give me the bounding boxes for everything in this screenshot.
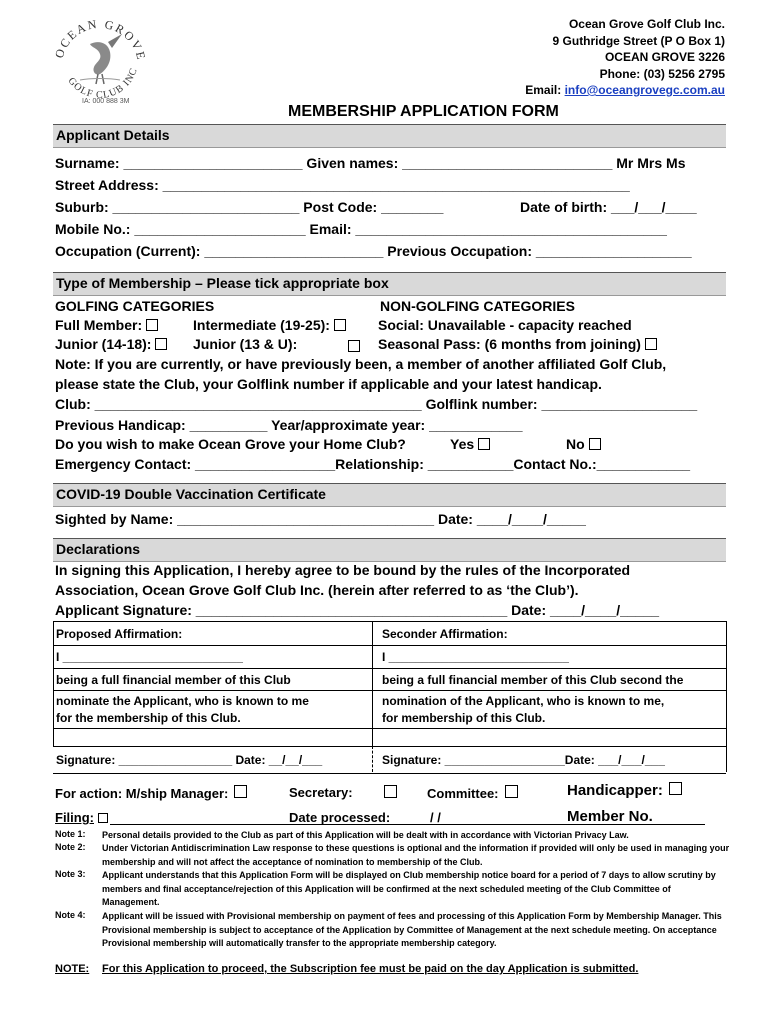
- home-club-yes[interactable]: Yes: [450, 436, 490, 452]
- proposed-affirmation-title: Proposed Affirmation:: [56, 627, 183, 641]
- section-applicant-details: Applicant Details: [53, 124, 726, 148]
- club-street: 9 Guthridge Street (P O Box 1): [552, 33, 725, 48]
- club-phone: Phone: (03) 5256 2795: [599, 66, 725, 81]
- proposer-nomination-line1: nominate the Applicant, who is known to me: [56, 694, 309, 708]
- filing-option[interactable]: Filing:: [55, 810, 108, 825]
- affirmation-row-line-4: [53, 728, 726, 729]
- for-action-mship-manager[interactable]: For action: M/ship Manager:: [55, 785, 247, 801]
- home-club-no-checkbox[interactable]: [589, 438, 601, 450]
- seasonal-pass-checkbox[interactable]: [645, 338, 657, 350]
- affirmation-row-line-3: [53, 690, 726, 691]
- final-note-label: NOTE:: [55, 963, 90, 975]
- mship-manager-checkbox[interactable]: [234, 785, 247, 798]
- note-4-text: Applicant will be issued with Provisional membership on payment of fees and processing of this Application Form by Membership Manager. This Provisional membership is subject to acceptance of the Application by Committee of Management at the next schedule meeting. On acceptance Provisional membership will automatically transfer to the appropriate membership category.: [102, 911, 722, 948]
- note-3-text: Applicant understands that this Application Form will be displayed on Club membership notice board for a period of 7 days to allow scrutiny by members and final acceptance/rejection of this Application will be confirmed at the next scheduled meeting of the Club Committee of Management.: [102, 870, 716, 907]
- club-email-line: Email: info@oceangrovegc.com.au: [525, 83, 725, 97]
- declaration-line2: Association, Ocean Grove Golf Club Inc. (herein after referred to as ‘the Club’).: [55, 582, 579, 598]
- mobile-email-field[interactable]: Mobile No.: ______________________ Email: ________________________________________: [55, 221, 667, 237]
- seconder-affirmation-title: Seconder Affirmation:: [382, 627, 508, 641]
- final-note-text: For this Application to proceed, the Subscription fee must be paid on the day Application is submitted.: [102, 963, 639, 975]
- home-club-yes-checkbox[interactable]: [478, 438, 490, 450]
- club-name: Ocean Grove Golf Club Inc.: [568, 17, 725, 31]
- declaration-line1: In signing this Application, I hereby agree to be bound by the rules of the Incorporated: [55, 562, 631, 578]
- section-membership-type: Type of Membership – Please tick appropriate box: [53, 272, 726, 296]
- home-club-no[interactable]: No: [566, 436, 601, 452]
- affirmation-row-line-1: [53, 645, 726, 646]
- full-member-checkbox[interactable]: [146, 319, 158, 331]
- affiliated-club-note-line2: please state the Club, your Golflink number if applicable and your latest handicap.: [55, 376, 602, 392]
- intermediate-checkbox[interactable]: [334, 319, 346, 331]
- club-logo: OCEAN GROVE GOLF CLUB INC IA: 000 888 3M: [50, 12, 150, 108]
- sighted-by-field[interactable]: Sighted by Name: _________________________________ Date: ____/____/_____: [55, 511, 586, 527]
- seconder-nomination-line2: for membership of this Club.: [382, 711, 546, 725]
- affirmation-row-line-5: [53, 746, 726, 747]
- junior-14-18-checkbox[interactable]: [155, 338, 167, 350]
- affirmation-row-line-2: [53, 668, 726, 669]
- affirmation-right-border: [726, 621, 727, 772]
- proposer-name-field[interactable]: I ___________________________: [56, 650, 243, 664]
- note-2-text: Under Victorian Antidiscrimination Law response to these questions is optional and the information if provided will only be used in managing your membership and will not affect the acceptance of nomination to membership of the Club.: [102, 843, 730, 867]
- emergency-contact-field[interactable]: Emergency Contact: __________________Relationship: ___________Contact No.:____________: [55, 456, 691, 472]
- filing-checkbox[interactable]: [98, 813, 108, 823]
- proposer-signature-field[interactable]: Signature: _________________ Date: __/__/___: [56, 753, 323, 767]
- note-3-label: Note 3:: [55, 869, 86, 879]
- club-email-link[interactable]: info@oceangrovegc.com.au: [564, 83, 725, 97]
- committee-option[interactable]: Committee:: [427, 785, 518, 801]
- handicapper-checkbox[interactable]: [669, 782, 682, 795]
- section-declarations: Declarations: [53, 538, 726, 562]
- home-club-question: Do you wish to make Ocean Grove your Home Club?: [55, 436, 406, 452]
- non-golfing-categories-title: NON-GOLFING CATEGORIES: [380, 298, 575, 314]
- note-1-text: Personal details provided to the Club as part of this Application will be dealt with in accordance with Victorian Privacy Law.: [102, 830, 629, 840]
- date-processed-slashes[interactable]: / /: [430, 810, 441, 825]
- occupation-field[interactable]: Occupation (Current): _______________________ Previous Occupation: ____________________: [55, 243, 692, 259]
- member-number-label: Member No.: [567, 808, 653, 825]
- proposer-nomination-line2: for the membership of this Club.: [56, 711, 241, 725]
- proposer-member-statement: being a full financial member of this Club: [56, 673, 291, 687]
- affiliated-club-note-line1: Note: If you are currently, or have previously been, a member of another affiliated Golf Club,: [55, 356, 667, 372]
- previous-handicap-field[interactable]: Previous Handicap: __________ Year/approximate year: ____________: [55, 417, 523, 433]
- club-golflink-field[interactable]: Club: __________________________________________ Golflink number: ____________________: [55, 396, 698, 412]
- secretary-label: Secretary:: [289, 785, 353, 800]
- applicant-signature-field[interactable]: Applicant Signature: ________________________________________ Date: ____/____/_____: [55, 602, 660, 618]
- secretary-checkbox[interactable]: [384, 785, 397, 798]
- suburb-postcode-field[interactable]: Suburb: ________________________ Post Code: ________: [55, 199, 444, 215]
- pelican-logo-icon: [50, 12, 150, 108]
- seasonal-pass-option[interactable]: Seasonal Pass: (6 months from joining): [378, 336, 657, 352]
- note-1-label: Note 1:: [55, 829, 86, 839]
- handicapper-option[interactable]: Handicapper:: [567, 782, 682, 799]
- svg-text:OCEAN GROVE: OCEAN GROVE: [51, 16, 149, 63]
- seconder-member-statement: being a full financial member of this Club second the: [382, 673, 684, 687]
- social-option[interactable]: Social: Unavailable - capacity reached: [378, 317, 632, 333]
- street-address-field[interactable]: Street Address: ____________________________________________________________: [55, 177, 630, 193]
- affirmation-divider-dashed: [372, 746, 373, 772]
- club-address: [525, 16, 725, 99]
- note-4-label: Note 4:: [55, 910, 86, 920]
- seconder-nomination-line1: nomination of the Applicant, who is known to me,: [382, 694, 665, 708]
- note-2-label: Note 2:: [55, 842, 86, 852]
- junior-13-checkbox[interactable]: [348, 340, 360, 352]
- form-title: MEMBERSHIP APPLICATION FORM: [288, 103, 559, 120]
- seconder-signature-field[interactable]: Signature: __________________Date: ___/___/___: [382, 753, 665, 767]
- junior-13-option[interactable]: Junior (13 & U):: [193, 336, 298, 352]
- svg-text:GOLF CLUB INC.: GOLF CLUB INC: [65, 66, 140, 101]
- seconder-name-field[interactable]: I ___________________________: [382, 650, 569, 664]
- date-processed-label: Date processed:: [289, 810, 391, 825]
- junior-14-18-option[interactable]: Junior (14-18):: [55, 336, 167, 352]
- committee-checkbox[interactable]: [505, 785, 518, 798]
- golfing-categories-title: GOLFING CATEGORIES: [55, 298, 215, 314]
- section-covid-certificate: COVID-19 Double Vaccination Certificate: [53, 483, 726, 507]
- date-of-birth-field[interactable]: Date of birth: ___/___/____: [520, 199, 697, 215]
- intermediate-option[interactable]: Intermediate (19-25):: [193, 317, 346, 333]
- full-member-option[interactable]: Full Member:: [55, 317, 158, 333]
- club-suburb: OCEAN GROVE 3226: [604, 50, 725, 64]
- surname-field[interactable]: Surname: _______________________ Given names: ___________________________ Mr Mrs Ms: [55, 155, 686, 171]
